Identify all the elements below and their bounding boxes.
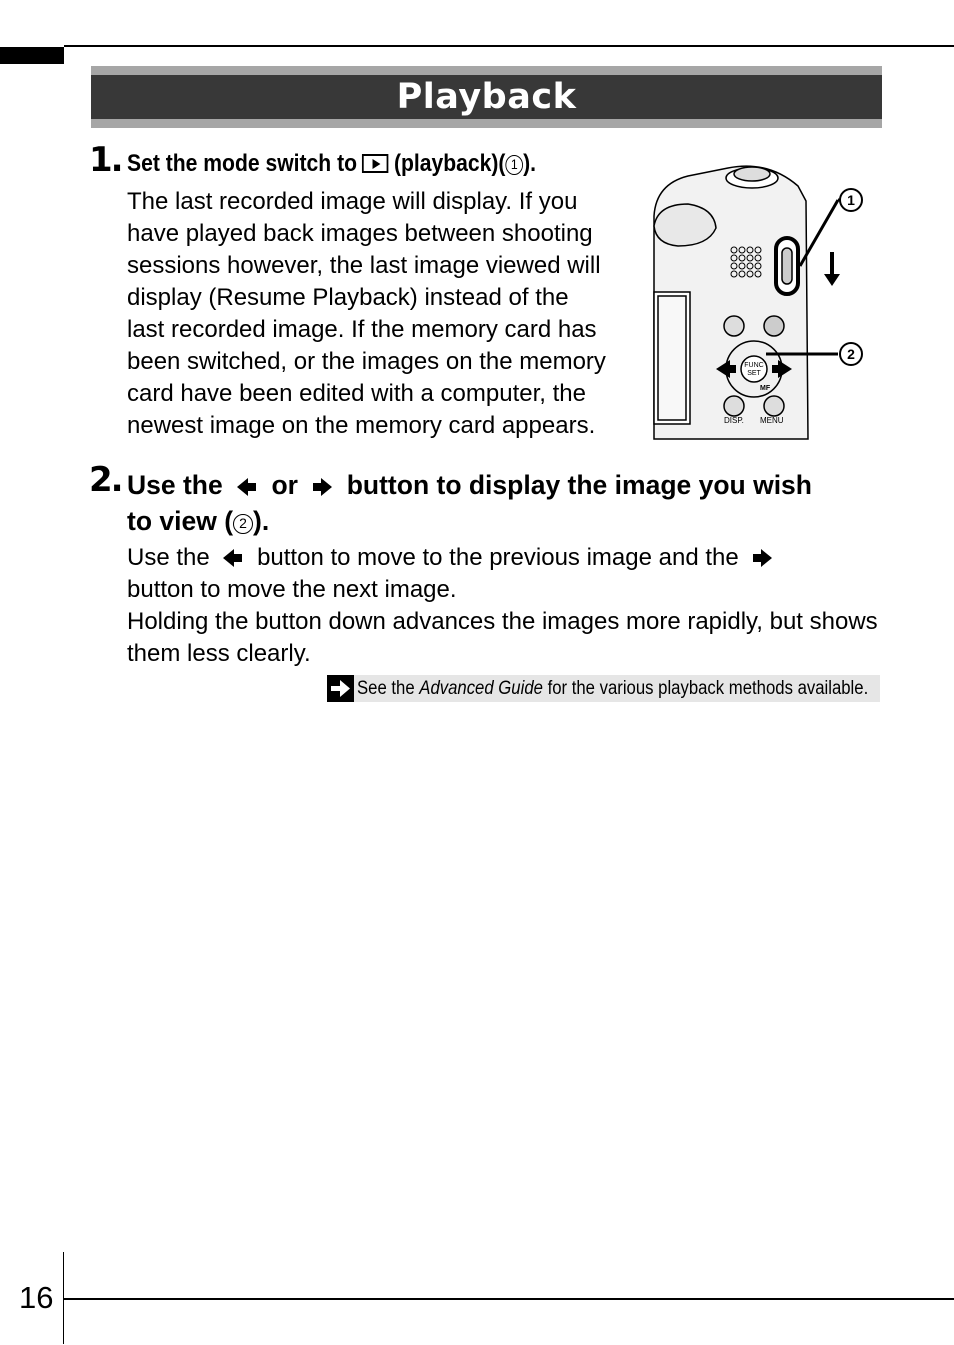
section-title-band — [91, 66, 882, 128]
mf-label: MF — [760, 385, 771, 392]
bottom-rule — [63, 1298, 954, 1300]
step-2-body-text-b: button to move to the previous image and the — [257, 544, 739, 571]
body-line: newest image on the memory card appears. — [127, 412, 596, 439]
step-2-body-text-c: button to move the next image. — [127, 576, 457, 603]
right-arrow-icon — [751, 548, 773, 568]
step-1-body — [127, 186, 637, 442]
body-line: card have been edited with a computer, the — [127, 380, 586, 407]
body-line: been switched, or the images on the memory — [127, 348, 606, 375]
body-line: The last recorded image will display. If you — [127, 188, 578, 215]
step-1-heading-text: Set the mode switch to — [127, 150, 358, 177]
step-2-body — [127, 542, 887, 670]
step-2-heading-text-2: button to display the image you wish — [346, 470, 812, 500]
step-1-number: 1. — [89, 140, 122, 180]
top-tab-marker — [0, 47, 64, 64]
note-text: See the Advanced Guide for the various playback methods available. — [357, 678, 869, 699]
right-arrow-icon — [311, 477, 333, 497]
body-line: have played back images between shooting — [127, 220, 593, 247]
step-1-heading — [127, 150, 536, 178]
page-number: 16 — [19, 1280, 54, 1315]
callout-1-label: 1 — [847, 192, 855, 208]
body-line: display (Resume Playback) instead of the — [127, 284, 569, 311]
left-arrow-icon — [236, 477, 258, 497]
section-title: Playback — [396, 77, 577, 117]
callout-2-label: 2 — [847, 346, 855, 362]
step-2-heading — [127, 467, 887, 539]
body-line: sessions however, the last image viewed will — [127, 252, 601, 279]
step-2-heading-text: Use the — [127, 470, 223, 500]
left-arrow-icon — [222, 548, 244, 568]
advanced-guide-title: Advanced Guide — [419, 678, 543, 699]
reference-arrow-icon — [327, 675, 354, 702]
callout-2-ref: 2 — [233, 514, 253, 534]
set-label: SET — [747, 370, 761, 377]
func-label: FUNC — [744, 362, 764, 369]
callout-1-ref: 1 — [505, 155, 523, 175]
step-2-heading-line2: to view ( — [127, 506, 234, 536]
disp-label: DISP. — [724, 416, 744, 425]
step-2-heading-end: ). — [253, 506, 270, 536]
menu-label: MENU — [760, 416, 784, 425]
body-line: last recorded image. If the memory card has — [127, 316, 597, 343]
step-1-heading-end: ). — [523, 150, 536, 177]
step-1-heading-text-2: (playback)( — [393, 150, 506, 177]
top-rule — [64, 45, 954, 47]
step-2-heading-or: or — [271, 470, 298, 500]
step-2-body-paragraph-2: Holding the button down advances the images more rapidly, but shows them less clearly. — [127, 608, 878, 667]
advanced-guide-note — [327, 675, 880, 702]
camera-back-illustration — [648, 156, 870, 446]
playback-icon — [362, 154, 388, 173]
step-2-number: 2. — [89, 460, 122, 500]
step-2-body-text-a: Use the — [127, 544, 210, 571]
